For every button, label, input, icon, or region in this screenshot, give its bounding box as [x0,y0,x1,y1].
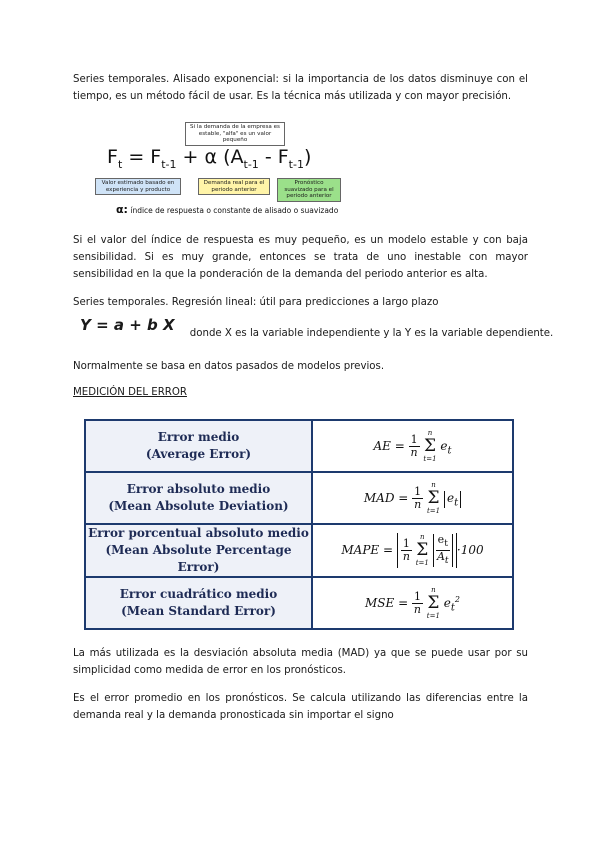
paragraph-past-data: Normalmente se basa en datos pasados de modelos previos. [73,361,385,372]
metric-formula: MSE = $\frac{1}{n}$ n Σ t=1 $e_t^2$ [312,577,513,629]
paragraph-definition: Es el error promedio en los pronósticos. Se calcula utilizando las diferencias entre la demanda real y la demanda pronosticada sin importar el signo [73,693,528,721]
table-row [85,577,513,629]
section-heading: MEDICIÓN DEL ERROR [73,387,187,398]
formula-equation: $F_t = F_{t-1} + \alpha$ $(A_{t-1} - F_{t-1})$ [107,146,312,171]
note-right: Pronóstico suavizado para el periodo anterior [277,178,341,202]
metric-formula: AE = $\frac{1}{n}$ n Σ t=1 $e_t$ [312,420,513,472]
metric-name: Error cuadrático medio (Mean Standard Error) [85,577,312,629]
intro-paragraph: Series temporales. Alisado exponencial: si la importancia de los datos disminuye con el tiempo, es un método fácil de usar. Es la técnica más utilizada y con mayor precisión. [73,74,528,102]
paragraph-mad: La más utilizada es la desviación absoluta media (MAD) ya que se puede usar por su simplicidad como medida de error en los pronósticos. [73,648,528,676]
metric-name: Error medio (Average Error) [85,420,312,472]
regression-line [80,316,554,340]
alpha-definition: α: índice de respuesta o constante de alisado o suavizado [116,203,339,216]
table-row [85,524,513,577]
paragraph-sensitivity: Si el valor del índice de respuesta es muy pequeño, es un modelo estable y con baja sensibilidad. Si es muy grande, entonces se trata de uno inestable con mayor sensibilidad en la que la ponderación de la demanda del periodo anterior es alta. [73,235,528,280]
metric-name: Error porcentual absoluto medio (Mean Absolute Percentage Error) [85,524,312,577]
note-top: Si la demanda de la empresa es estable, "alfa" es un valor pequeño [185,122,285,146]
metric-name: Error absoluto medio (Mean Absolute Deviation) [85,472,312,524]
metric-formula: MAD = $\frac{1}{n}$ n Σ t=1 $e_t$ [312,472,513,524]
regression-description: donde X es la variable independiente y la Y es la variable dependiente. [189,328,554,339]
table-row [85,420,513,472]
table-row [85,472,513,524]
paragraph-regression: Series temporales. Regresión lineal: útil para predicciones a largo plazo [73,297,439,308]
exponential-smoothing-formula [95,120,340,215]
note-middle: Demanda real para el periodo anterior [198,178,270,195]
error-metrics-table [84,419,514,630]
note-left: Valor estimado basado en experiencia y producto [95,178,181,195]
regression-equation: Y = a + b X [80,316,175,334]
metric-formula: MAPE = $\frac{1}{n}$ n Σ t=1 $\frac{e_t}{A_t}$ ·100 [312,524,513,577]
